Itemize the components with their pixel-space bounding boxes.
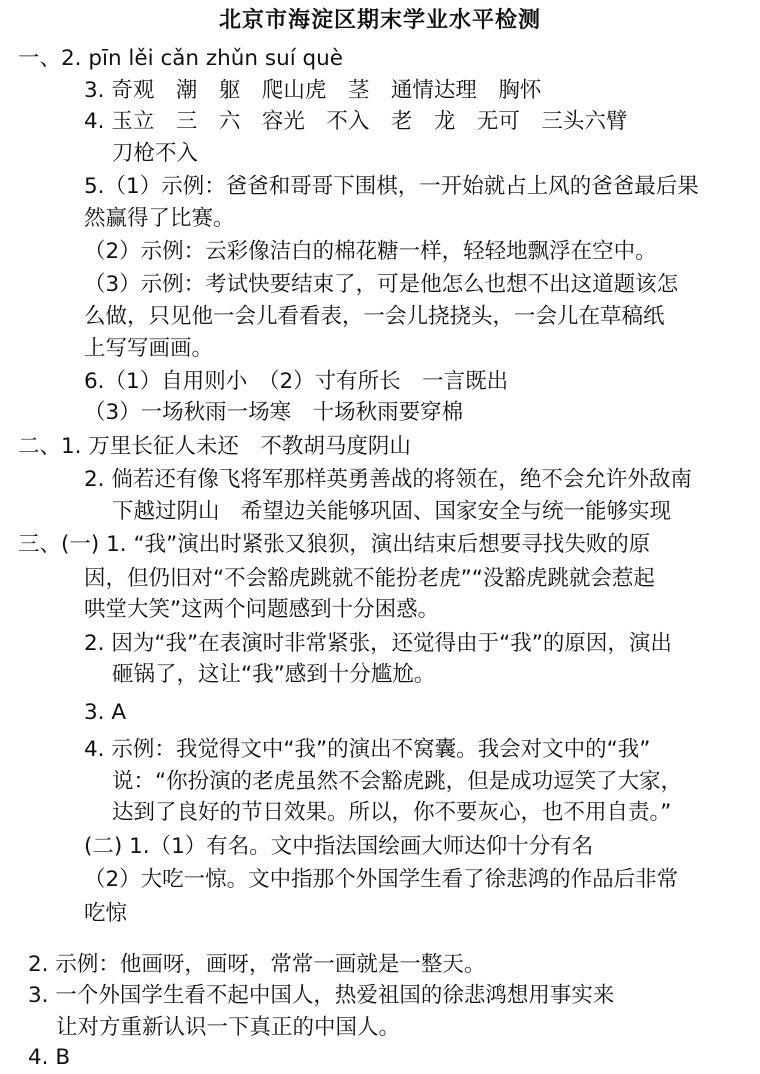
answer-line: （2）大吃一惊。文中指那个外国学生看了徐悲鸿的作品后非常	[84, 867, 679, 893]
answer-line: (二) 1.（1）有名。文中指法国绘画大师达仰十分有名	[84, 833, 594, 859]
answer-line: 上写写画画。	[84, 335, 214, 361]
answer-line: 三、(一) 1. “我”演出时紧张又狼狈，演出结束后想要寻找失败的原	[18, 532, 651, 558]
answer-line: 3. 一个外国学生看不起中国人，热爱祖国的徐悲鸿想用事实来	[28, 983, 615, 1009]
answer-line: 然赢得了比赛。	[84, 205, 235, 231]
answer-line: 2. 倘若还有像飞将军那样英勇善战的将领在，绝不会允许外敌南	[84, 467, 692, 493]
answer-line: 说：“你扮演的老虎虽然不会豁虎跳，但是成功逗笑了大家，	[112, 768, 683, 794]
answer-line: 刀枪不入	[112, 140, 199, 166]
answer-line: （3）示例：考试快要结束了，可是他怎么也想不出这道题该怎	[84, 272, 679, 298]
answer-line: 下越过阴山 希望边关能够巩固、国家安全与统一能够实现	[112, 498, 672, 524]
answer-line: 2. 因为“我”在表演时非常紧张，还觉得由于“我”的原因，演出	[84, 630, 672, 656]
answer-line: 5.（1）示例：爸爸和哥哥下围棋，一开始就占上风的爸爸最后果	[84, 174, 699, 199]
answer-line: 3. 奇观 潮 躯 爬山虎 茎 通情达理 胸怀	[84, 77, 542, 103]
answer-line: 因，但仍旧对“不会豁虎跳就不能扮老虎”“没豁虎跳就会惹起	[84, 565, 655, 591]
answer-line: 2. 示例：他画呀，画呀，常常一画就是一整天。	[28, 951, 486, 977]
answer-line: 么做，只见他一会儿看看表，一会儿挠挠头，一会儿在草稿纸	[84, 303, 665, 329]
answer-line: 6.（1）自用则小 （2）寸有所长 一言既出	[84, 368, 509, 394]
answer-line: 4. 示例：我觉得文中“我”的演出不窝囊。我会对文中的“我”	[84, 737, 651, 763]
answer-line: 一、2. pīn lěi cǎn zhǔn suí què	[18, 45, 344, 71]
answer-line: 二、1. 万里长征人未还 不教胡马度阴山	[18, 433, 411, 459]
page-title: 北京市海淀区期末学业水平检测	[218, 8, 541, 33]
answer-line: 让对方重新认识一下真正的中国人。	[56, 1014, 401, 1040]
answer-line: 哄堂大笑”这两个问题感到十分困惑。	[84, 597, 440, 623]
answer-line: 4. 玉立 三 六 容光 不入 老 龙 无可 三头六臂	[84, 109, 628, 134]
answer-line: 达到了良好的节日效果。所以，你不要灰心，也不用自责。”	[112, 800, 672, 826]
answer-line: （3）一场秋雨一场寒 十场秋雨要穿棉	[84, 400, 464, 426]
answer-line: 3. A	[84, 699, 127, 725]
answer-line: 砸锅了，这让“我”感到十分尴尬。	[112, 662, 436, 688]
answer-line: 4. B	[28, 1044, 71, 1070]
answer-line: （2）示例：云彩像洁白的棉花糖一样，轻轻地飘浮在空中。	[84, 238, 657, 264]
answer-line: 吃惊	[84, 900, 128, 926]
